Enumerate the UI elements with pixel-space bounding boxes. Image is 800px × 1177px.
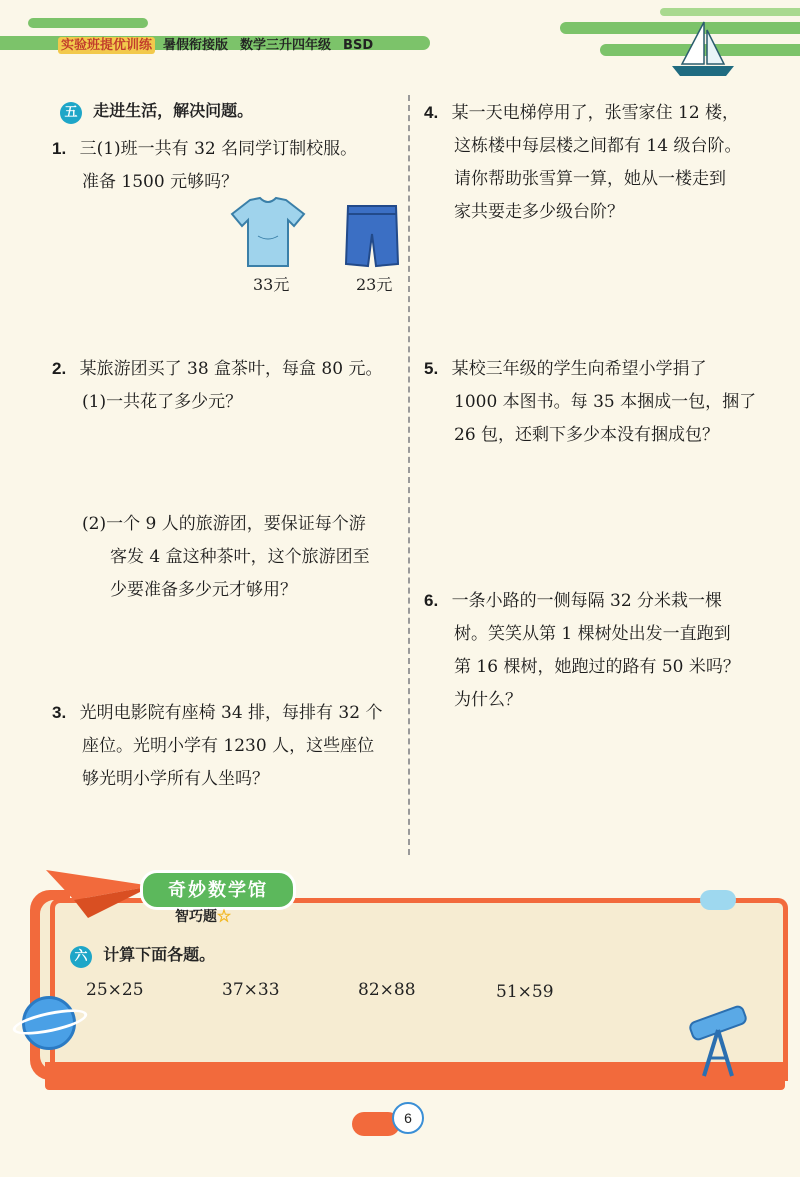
bonus-panel-footer: [45, 1062, 785, 1090]
header-stripe: [660, 8, 800, 16]
question-6: [424, 584, 794, 717]
subject-label: 数学三升四年级: [240, 38, 332, 53]
question-2-part-2: [82, 508, 408, 607]
telescope-icon: [682, 1000, 762, 1080]
question-text: 光明电影院有座椅 34 排，每排有 32 个: [79, 703, 383, 723]
question-3: [52, 696, 406, 796]
calc-item: 37×33: [222, 980, 280, 1000]
question-1: [52, 132, 402, 199]
question-text: 请你帮助张雪算一算，她从一楼走到: [454, 169, 726, 189]
section-5-heading: [60, 98, 253, 124]
paper-plane-icon: [44, 866, 154, 922]
question-number: 5.: [424, 359, 439, 378]
question-2: [52, 352, 402, 419]
bonus-banner: 奇妙数学馆: [140, 870, 296, 910]
question-4: [424, 96, 794, 229]
question-number: 1.: [52, 139, 67, 158]
question-number: 4.: [424, 103, 439, 122]
question-5: [424, 352, 794, 452]
edition-label: 暑假衔接版: [163, 38, 229, 53]
sub-question: (2)一个 9 人的旅游团，要保证每个游: [82, 514, 366, 534]
question-number: 6.: [424, 591, 439, 610]
question-number: 3.: [52, 703, 67, 722]
section-6-heading: [70, 942, 215, 968]
question-text: 某一天电梯停用了，张雪家住 12 楼，: [451, 103, 740, 123]
question-text: 某校三年级的学生向希望小学捐了: [451, 359, 707, 379]
brand-tag: 实验班提优训练: [58, 37, 155, 54]
question-text: 这栋楼中每层楼之间都有 14 级台阶。: [454, 136, 742, 156]
header-title: [58, 34, 385, 53]
cloud-icon: [700, 890, 736, 910]
header-stripe: [28, 18, 148, 28]
bonus-panel: [50, 898, 788, 1081]
question-number: 2.: [52, 359, 67, 378]
question-text: 某旅游团买了 38 盒茶叶，每盒 80 元。: [79, 359, 383, 379]
page-number: 6: [392, 1102, 424, 1134]
sailboat-icon: [668, 20, 738, 80]
calc-item: 25×25: [86, 980, 144, 1000]
bonus-subtitle: [175, 906, 231, 926]
sub-question: 客发 4 盒这种茶叶，这个旅游团至: [110, 547, 370, 567]
question-text: 为什么？: [454, 690, 522, 710]
column-divider: [408, 95, 410, 855]
shorts-price: 23元: [356, 275, 393, 294]
code-label: BSD: [343, 38, 374, 53]
shirt-price: 33元: [253, 275, 290, 294]
question-text: 一条小路的一侧每隔 32 分米栽一棵: [451, 591, 723, 611]
question-text: 树。笑笑从第 1 棵树处出发一直跑到: [454, 624, 731, 644]
question-text: 准备 1500 元够吗？: [82, 172, 239, 192]
sub-question: 少要准备多少元才够用？: [110, 580, 297, 600]
section-title: 计算下面各题。: [103, 947, 216, 964]
question-text: 第 16 棵树，她跑过的路有 50 米吗？: [454, 657, 740, 677]
shorts-icon: [344, 204, 400, 268]
sub-question: (1)一共花了多少元？: [82, 392, 243, 412]
question-text: 座位。光明小学有 1230 人，这些座位: [82, 736, 375, 756]
star-icon: ☆: [217, 908, 231, 924]
calc-item: 82×88: [358, 980, 416, 1000]
section-title: 走进生活，解决问题。: [93, 103, 254, 120]
section-badge: 五: [60, 102, 82, 124]
section-badge: 六: [70, 946, 92, 968]
calc-item: 51×59: [496, 982, 554, 1002]
question-text: 家共要走多少级台阶？: [454, 202, 624, 222]
question-text: 够光明小学所有人坐吗？: [82, 769, 269, 789]
question-text: 26 包，还剩下多少本没有捆成包？: [454, 425, 720, 445]
question-text: 三(1)班一共有 32 名同学订制校服。: [79, 139, 358, 159]
subtitle-text: 智巧题: [175, 908, 217, 924]
question-text: 1000 本图书。每 35 本捆成一包，捆了: [454, 392, 757, 412]
tshirt-icon: [228, 196, 308, 268]
